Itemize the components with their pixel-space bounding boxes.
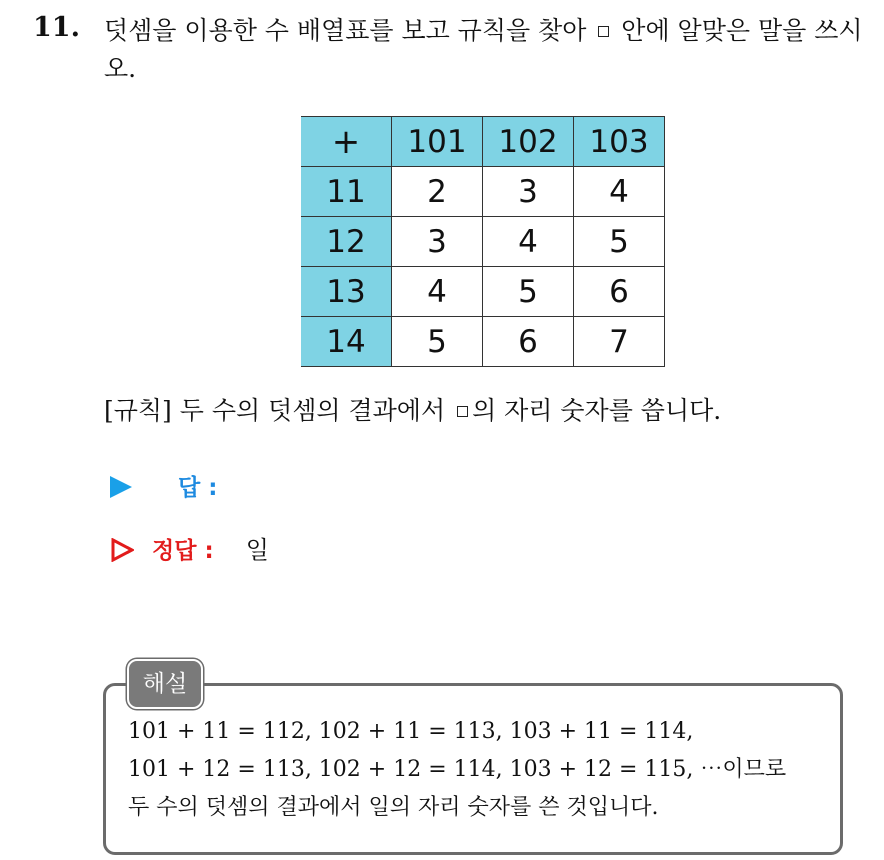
- row-header: 11: [301, 167, 392, 217]
- answer-label: 답 :: [178, 475, 218, 501]
- rule-prefix: [규칙] 두 수의 덧셈의 결과에서: [104, 396, 446, 425]
- table-cell: 2: [392, 167, 483, 217]
- rule-suffix: 의 자리 숫자를 씁니다.: [472, 396, 722, 425]
- solution-text: [128, 713, 786, 827]
- solution-line: 101 + 12 = 113, 102 + 12 = 114, 103 + 12 = 115, ⋯이므로: [128, 757, 787, 782]
- table-cell: 5: [392, 317, 483, 367]
- correct-answer-label: 정답 :: [152, 538, 214, 564]
- table-cell: 3: [483, 167, 574, 217]
- correct-answer-row: [110, 534, 269, 571]
- outline-triangle-icon: [110, 538, 134, 571]
- solution-line: 101 + 11 = 112, 102 + 11 = 113, 103 + 11 = 114,: [128, 719, 694, 744]
- table-row: [301, 167, 665, 217]
- table-cell: 4: [392, 267, 483, 317]
- table-row: [301, 217, 665, 267]
- table-cell: 6: [574, 267, 665, 317]
- table-cell: 4: [574, 167, 665, 217]
- table-cell: 4: [483, 217, 574, 267]
- col-header: 103: [574, 117, 665, 167]
- table-cell: 3: [392, 217, 483, 267]
- question-text: [104, 12, 874, 88]
- table-corner-plus: +: [301, 117, 392, 167]
- answer-row: [110, 472, 217, 504]
- table-cell: 6: [483, 317, 574, 367]
- table-row: [301, 317, 665, 367]
- col-header: 102: [483, 117, 574, 167]
- table-cell: 5: [483, 267, 574, 317]
- table-header-row: [301, 117, 665, 167]
- solution-tag: 해설: [127, 659, 203, 709]
- question-text-part1: 덧셈을 이용한 수 배열표를 보고 규칙을 찾아: [104, 16, 587, 45]
- correct-answer-value: 일: [245, 536, 269, 564]
- solution-line: 두 수의 덧셈의 결과에서 일의 자리 숫자를 쓴 것입니다.: [128, 795, 659, 820]
- row-header: 12: [301, 217, 392, 267]
- addition-table: [301, 116, 665, 367]
- row-header: 14: [301, 317, 392, 367]
- blank-box-icon: [457, 406, 468, 417]
- row-header: 13: [301, 267, 392, 317]
- filled-triangle-icon: [110, 476, 132, 498]
- table-row: [301, 267, 665, 317]
- table-cell: 7: [574, 317, 665, 367]
- col-header: 101: [392, 117, 483, 167]
- blank-box-icon: [598, 26, 609, 37]
- rule-text: [104, 394, 721, 428]
- table-cell: 5: [574, 217, 665, 267]
- question-number: 11.: [33, 12, 80, 43]
- question-text-part2: 안에 알맞은 말을 쓰시오.: [104, 16, 863, 83]
